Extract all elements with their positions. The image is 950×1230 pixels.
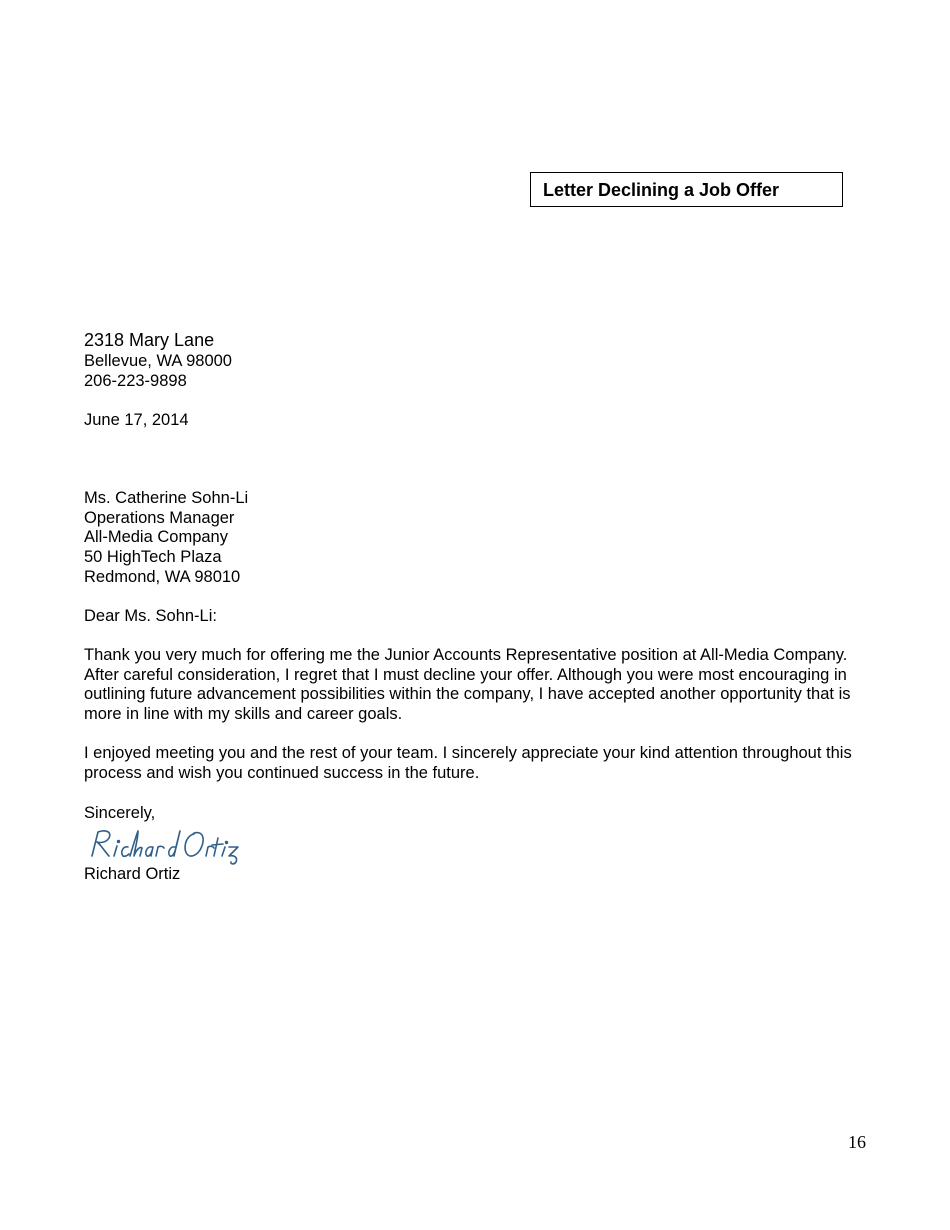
signer-name: Richard Ortiz [84, 865, 181, 883]
handwritten-signature [84, 826, 254, 866]
recipient-street: 50 HighTech Plaza [84, 548, 222, 566]
salutation: Dear Ms. Sohn-Li: [84, 607, 217, 625]
page-number: 16 [848, 1132, 866, 1152]
recipient-city-state-zip: Redmond, WA 98010 [84, 568, 241, 586]
sender-city-state-zip: Bellevue, WA 98000 [84, 352, 232, 370]
letter-date: June 17, 2014 [84, 411, 189, 429]
closing: Sincerely, [84, 804, 156, 822]
sender-phone: 206-223-9898 [84, 372, 187, 390]
body-paragraph-1: Thank you very much for offering me the Junior Accounts Representative position at All-Media Company. After careful consideration, I regret that I must decline your offer. Although you were most encouraging in outlining future advancement possibilities within the company, I have accepted another opportunity that is more in line with my skills and career goals. [84, 646, 851, 723]
recipient-name: Ms. Catherine Sohn-Li [84, 489, 249, 507]
recipient-company: All-Media Company [84, 528, 228, 546]
body-paragraph-2: I enjoyed meeting you and the rest of your team. I sincerely appreciate your kind attention throughout this process and wish you continued success in the future. [84, 744, 852, 782]
sender-street: 2318 Mary Lane [84, 330, 215, 350]
document-title-box [530, 172, 843, 207]
recipient-title: Operations Manager [84, 509, 235, 527]
document-title: Letter Declining a Job Offer [543, 180, 780, 200]
